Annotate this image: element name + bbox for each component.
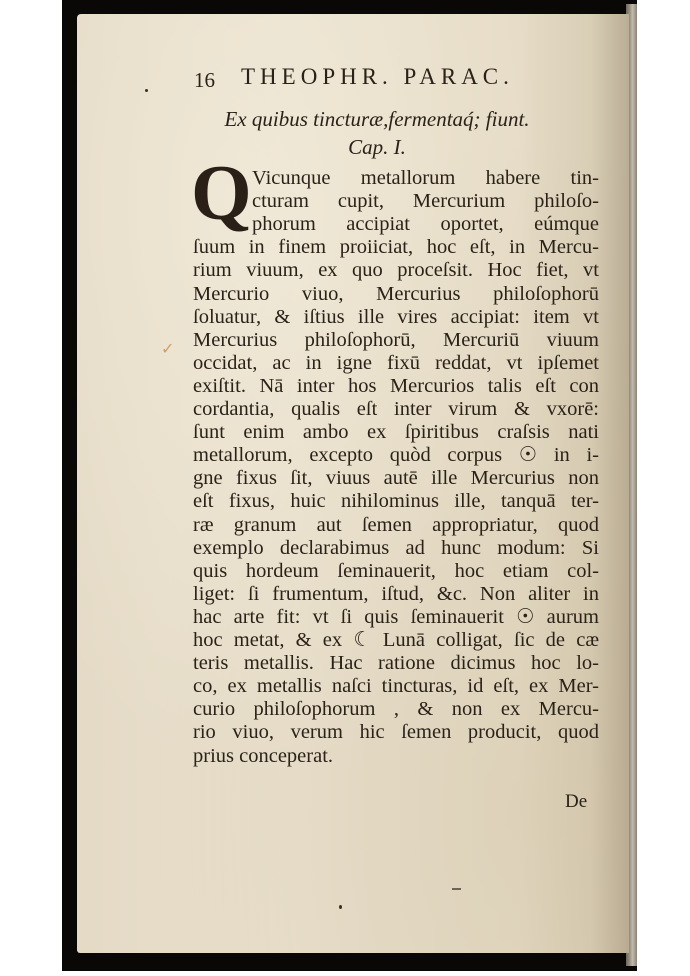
book-page bbox=[77, 14, 629, 953]
text-line: Mercurius philoſophorū, Mercuriū viuum bbox=[193, 328, 599, 351]
text-line: hoc metat, & ex ☾ Lunā colligat, ſic de cæ bbox=[193, 629, 599, 651]
paper-speck bbox=[145, 89, 148, 92]
text-line: cturam cupit, Mercurium philoſo- bbox=[252, 190, 599, 213]
paper-mark bbox=[452, 888, 461, 890]
chapter-title: Ex quibus tincturæ,fermentaq́; fiunt. bbox=[224, 107, 530, 131]
text-line: quis hordeum ſeminauerit, hoc etiam col- bbox=[193, 559, 599, 582]
text-line: ſunt enim ambo ex ſpiritibus craſsis nati bbox=[193, 421, 599, 444]
paper-speck bbox=[339, 905, 342, 909]
text-line: teris metallis. Hac ratione dicimus hoc lo- bbox=[193, 652, 599, 675]
text-line: rium viuum, ex quo proceſsit. Hoc fiet, vt bbox=[193, 259, 599, 282]
catchword: De bbox=[565, 791, 588, 812]
page-number: 16 bbox=[194, 68, 215, 92]
text-line: phorum accipiat oportet, eúmque bbox=[252, 213, 599, 236]
text-line: Vicunque metallorum habere tin- bbox=[252, 167, 599, 189]
margin-check-mark-icon: ✓ bbox=[161, 339, 175, 358]
text-line: exiſtit. Nā inter hos Mercurios talis eſt con bbox=[193, 374, 599, 397]
text-line: curio philoſophorum , & non ex Mercu- bbox=[193, 698, 599, 721]
drop-cap: Q bbox=[191, 149, 252, 236]
text-line: rio viuo, verum hic ſemen producit, quod bbox=[193, 721, 599, 744]
text-line: exemplo declarabimus ad hunc modum: Si bbox=[193, 536, 599, 559]
running-head: THEOPHR. PARAC. bbox=[241, 64, 514, 89]
page-header bbox=[194, 64, 614, 94]
text-line: co, ex metallis naſci tincturas, id eſt, ex Mer- bbox=[193, 675, 599, 698]
text-line: liget: ſi frumentum, iſtud, &c. Non aliter in bbox=[193, 582, 599, 605]
text-line: metallorum, excepto quòd corpus ☉ in i- bbox=[193, 444, 599, 467]
text-line: gne fixus ſit, viuus autē ille Mercurius non bbox=[193, 467, 599, 490]
chapter-number: Cap. I. bbox=[348, 135, 406, 159]
text-line: ſoluatur, & iſtius ille vires accipiat: item vt bbox=[193, 305, 599, 328]
text-line: cordantia, qualis eſt inter virum & vxorē: bbox=[193, 398, 599, 420]
text-line: ſuum in finem proiiciat, hoc eſt, in Mercu- bbox=[193, 236, 599, 259]
text-line: prius conceperat. bbox=[193, 744, 334, 767]
text-line: Mercurio viuo, Mercurius philoſophorū bbox=[193, 282, 599, 305]
text-line: ræ granum aut ſemen appropriatur, quod bbox=[193, 513, 599, 536]
text-line: eſt fixus, huic nihilominus ille, tanquā ter- bbox=[193, 490, 599, 513]
text-line: hac arte fit: vt ſi quis ſeminauerit ☉ aurum bbox=[193, 605, 599, 628]
text-line: occidat, ac in igne fixū reddat, vt ipſemet bbox=[193, 351, 599, 374]
